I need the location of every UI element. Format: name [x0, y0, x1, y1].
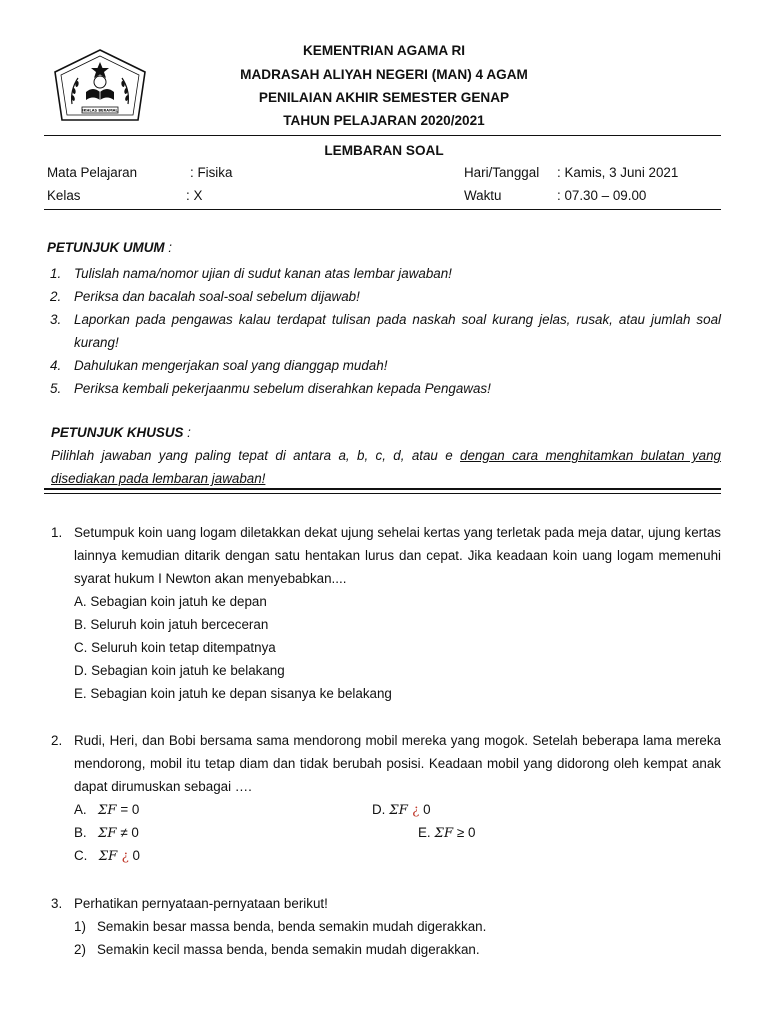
options-row-1 [74, 798, 721, 821]
date-label: Hari/Tanggal [464, 165, 540, 180]
logo-motto: IKHLAS BERAMAL [82, 108, 118, 113]
class-value: : X [186, 188, 203, 203]
option-a: A. ΣF = 0 [74, 802, 140, 818]
general-instructions-title: PETUNJUK UMUM : [47, 240, 172, 255]
options-row-3 [74, 844, 721, 867]
meta-divider [44, 209, 721, 210]
statement-1: 1) Semakin besar massa benda, benda semakin mudah digerakkan. [74, 919, 487, 934]
question-text: Setumpuk koin uang logam diletakkan dekat ujung sehelai kertas yang terletak pada meja datar, ujung kertas lainnya kemudian ditarik dengan satu hentakan lurus dan cepat. Jika keadaan koin uang logam memenuhi syarat hukum I Newton akan menyebabkan.... [74, 525, 721, 586]
class-label: Kelas [47, 188, 81, 203]
question-text: Perhatikan pernyataan-pernyataan berikut! [74, 896, 328, 911]
option-a: A. Sebagian koin jatuh ke depan [74, 594, 267, 609]
subject-label: Mata Pelajaran [47, 165, 138, 180]
list-item: 2. Periksa dan bacalah soal-soal sebelum dijawab! [50, 289, 360, 304]
question-number: 3. [51, 896, 63, 911]
question-text: Rudi, Heri, dan Bobi bersama sama mendorong mobil mereka yang mogok. Setelah beberapa lama mereka mendorong, mobil itu tetap diam dan tidak berubah posisi. Keadaan mobil yang didorong oleh kempat anak dapat dirumuskan sebagai …. [74, 733, 721, 794]
question-2 [51, 729, 721, 867]
list-item: 4. Dahulukan mengerjakan soal yang dianggap mudah! [50, 358, 388, 373]
date-value: : Kamis, 3 Juni 2021 [557, 165, 679, 180]
statement-2: 2) Semakin kecil massa benda, benda semakin mudah digerakkan. [74, 942, 480, 957]
header-school: MADRASAH ALIYAH NEGERI (MAN) 4 AGAM [240, 67, 528, 82]
general-instructions-list [50, 262, 721, 400]
question-number: 2. [51, 733, 63, 748]
list-item: 5. Periksa kembali pekerjaanmu sebelum diserahkan kepada Pengawas! [50, 381, 491, 396]
question-3 [51, 892, 721, 961]
header-academic-year: TAHUN PELAJARAN 2020/2021 [283, 113, 485, 128]
option-c: C. ΣF ¿ 0 [74, 848, 140, 864]
option-b: B. ΣF ≠ 0 [74, 825, 139, 841]
option-d: D. ΣF ¿ 0 [372, 802, 431, 818]
instructions-divider-bottom [44, 493, 721, 494]
options-row-2 [74, 821, 721, 844]
option-e: E. Sebagian koin jatuh ke depan sisanya ke belakang [74, 686, 392, 701]
time-value: : 07.30 – 09.00 [557, 188, 647, 203]
option-c: C. Seluruh koin tetap ditempatnya [74, 640, 276, 655]
header-ministry: KEMENTRIAN AGAMA RI [302, 43, 466, 58]
list-item: 1. Tulislah nama/nomor ujian di sudut kanan atas lembar jawaban! [50, 266, 452, 281]
option-b: B. Seluruh koin jatuh berceceran [74, 617, 269, 632]
subject-value: : Fisika [190, 165, 233, 180]
header-divider [44, 135, 721, 136]
question-number: 1. [51, 525, 63, 540]
specific-instructions-title: PETUNJUK KHUSUS : [51, 425, 191, 440]
header-exam-name: PENILAIAN AKHIR SEMESTER GENAP [258, 90, 510, 105]
option-d: D. Sebagian koin jatuh ke belakang [74, 663, 285, 678]
instructions-divider-top [44, 488, 721, 490]
list-item: 3. Laporkan pada pengawas kalau terdapat tulisan pada naskah soal kurang jelas, rusak, atau jumlah soal kurang! [50, 312, 721, 350]
question-1 [51, 521, 721, 705]
option-e: E. ΣF ≥ 0 [418, 825, 476, 841]
sheet-title: LEMBARAN SOAL [324, 143, 444, 158]
specific-instructions-text: Pilihlah jawaban yang paling tepat di antara a, b, c, d, atau e dengan cara menghitamkan bulatan yang disediakan pada lembaran jawaban! [51, 448, 721, 486]
time-label: Waktu [464, 188, 502, 203]
